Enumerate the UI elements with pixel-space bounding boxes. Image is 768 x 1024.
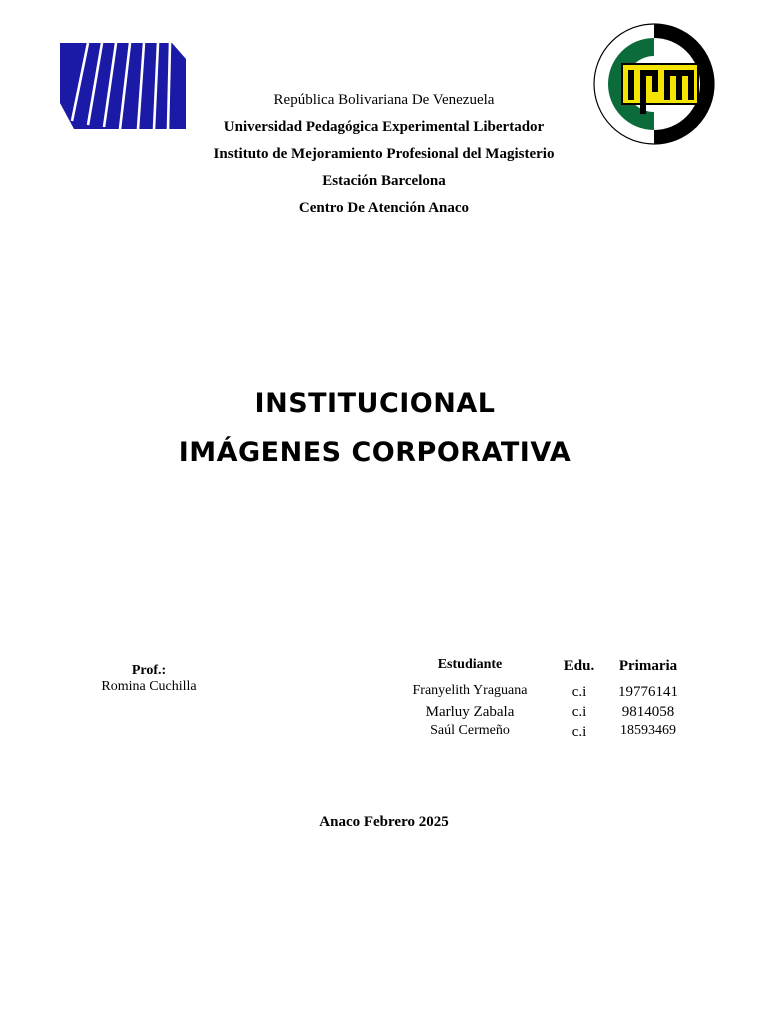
table-header-edu: Edu. [563,658,595,674]
table-header-primaria: Primaria [618,658,678,674]
professor-label: Prof.: [131,663,167,678]
table-header-student: Estudiante [437,657,503,672]
place-date-footer: Anaco Febrero 2025 [319,814,449,830]
student-name: Franyelith Yraguana [412,683,528,698]
student-id: 18593469 [620,723,676,738]
document-title: INSTITUCIONAL [254,388,496,419]
student-id-label: c.i [571,724,587,740]
student-id-label: c.i [571,704,587,720]
station-line: Estación Barcelona [322,173,446,189]
institute-line: Instituto de Mejoramiento Profesional del Magisterio [213,146,555,162]
student-name: Saúl Cermeño [430,723,510,738]
student-id: 9814058 [621,704,675,720]
document-subtitle: IMÁGENES CORPORATIVA [178,437,572,468]
university-line: Universidad Pedagógica Experimental Libertador [223,119,545,135]
student-name: Marluy Zabala [425,704,515,720]
professor-name: Romina Cuchilla [101,679,197,694]
student-id-label: c.i [571,684,587,700]
student-id: 19776141 [618,684,678,700]
center-line: Centro De Atención Anaco [298,200,470,216]
country-line: República Bolivariana De Venezuela [273,92,495,108]
